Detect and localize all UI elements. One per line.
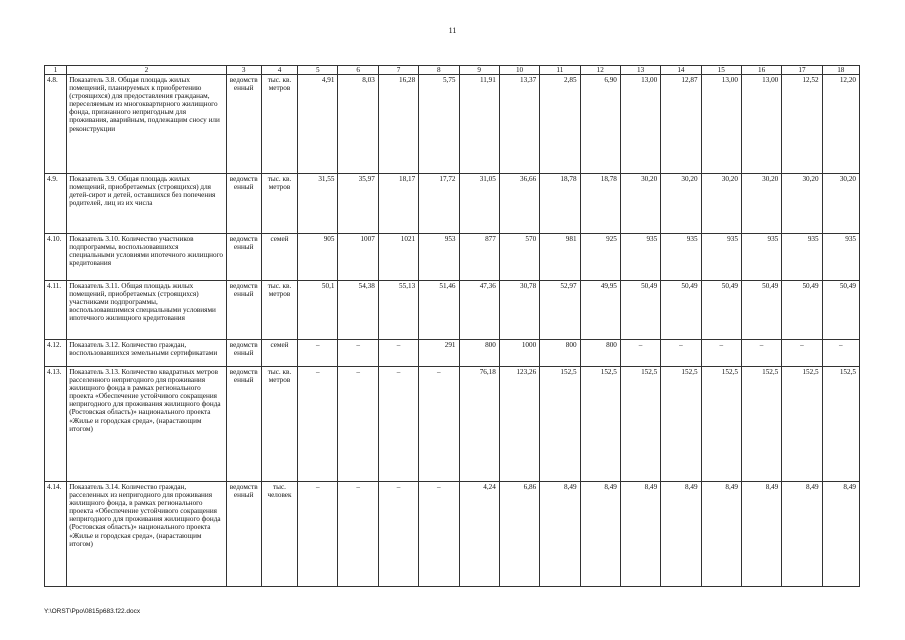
unit: семей	[261, 340, 297, 367]
column-number: 17	[782, 66, 822, 75]
value-cell: –	[661, 340, 701, 367]
value-cell: 925	[580, 234, 620, 281]
table-row	[45, 75, 860, 174]
value-cell: 4,24	[459, 482, 499, 587]
value-cell: 953	[419, 234, 459, 281]
indicator-type: ведомственный	[226, 281, 261, 340]
value-cell: 800	[580, 340, 620, 367]
file-path-footer: Y:\ORST\Ppo\0815p683.f22.docx	[44, 608, 141, 615]
column-number: 3	[226, 66, 261, 75]
column-number: 5	[298, 66, 338, 75]
value-cell: 905	[298, 234, 338, 281]
value-cell: 30,20	[661, 174, 701, 234]
row-number: 4.14.	[45, 482, 67, 587]
value-cell: 570	[499, 234, 539, 281]
indicator-name: Показатель 3.10. Количество участников подпрограммы, воспользовавшихся специальными условиями ипотечного жилищного кредитования	[67, 234, 226, 281]
value-cell: 50,49	[782, 281, 822, 340]
table-row	[45, 340, 860, 367]
value-cell: 30,78	[499, 281, 539, 340]
unit: семей	[261, 234, 297, 281]
value-cell: 30,20	[782, 174, 822, 234]
value-cell: –	[378, 367, 418, 482]
value-cell: –	[338, 482, 378, 587]
indicator-type: ведомственный	[226, 482, 261, 587]
column-number: 7	[378, 66, 418, 75]
value-cell: 2,85	[540, 75, 580, 174]
value-cell: 13,00	[701, 75, 741, 174]
value-cell: –	[822, 340, 859, 367]
value-cell: 4,91	[298, 75, 338, 174]
indicator-type: ведомственный	[226, 234, 261, 281]
table-row	[45, 482, 860, 587]
column-number: 13	[620, 66, 660, 75]
value-cell: 30,20	[620, 174, 660, 234]
column-number: 10	[499, 66, 539, 75]
value-cell: 16,28	[378, 75, 418, 174]
value-cell: 54,38	[338, 281, 378, 340]
value-cell: 1021	[378, 234, 418, 281]
value-cell: 30,20	[741, 174, 781, 234]
value-cell: 8,49	[661, 482, 701, 587]
value-cell: –	[419, 367, 459, 482]
unit: тыс. кв. метров	[261, 281, 297, 340]
value-cell: 12,52	[782, 75, 822, 174]
value-cell: 935	[620, 234, 660, 281]
value-cell: 13,37	[499, 75, 539, 174]
value-cell: 152,5	[661, 367, 701, 482]
value-cell: 49,95	[580, 281, 620, 340]
value-cell: 13,00	[741, 75, 781, 174]
value-cell: 76,18	[459, 367, 499, 482]
value-cell: –	[298, 340, 338, 367]
column-number: 16	[741, 66, 781, 75]
value-cell: 1000	[499, 340, 539, 367]
indicator-name: Показатель 3.11. Общая площадь жилых помещений, приобретаемых (строящихся) участниками подпрограммы, воспользовавшимися специальными условиями ипотечного жилищного кредитования	[67, 281, 226, 340]
value-cell: 12,20	[822, 75, 859, 174]
value-cell: 152,5	[701, 367, 741, 482]
value-cell: 51,46	[419, 281, 459, 340]
column-number: 11	[540, 66, 580, 75]
value-cell: 152,5	[782, 367, 822, 482]
value-cell: 152,5	[620, 367, 660, 482]
value-cell: –	[741, 340, 781, 367]
value-cell: 18,17	[378, 174, 418, 234]
value-cell: 11,91	[459, 75, 499, 174]
value-cell: 50,49	[701, 281, 741, 340]
value-cell: 981	[540, 234, 580, 281]
unit: тыс. кв. метров	[261, 367, 297, 482]
value-cell: 17,72	[419, 174, 459, 234]
value-cell: 8,49	[540, 482, 580, 587]
value-cell: –	[378, 340, 418, 367]
value-cell: 6,86	[499, 482, 539, 587]
value-cell: 5,75	[419, 75, 459, 174]
value-cell: 50,49	[741, 281, 781, 340]
value-cell: –	[620, 340, 660, 367]
table-row	[45, 234, 860, 281]
indicator-type: ведомственный	[226, 367, 261, 482]
value-cell: 50,49	[661, 281, 701, 340]
value-cell: 50,1	[298, 281, 338, 340]
row-number: 4.12.	[45, 340, 67, 367]
column-number: 15	[701, 66, 741, 75]
value-cell: 800	[459, 340, 499, 367]
column-number-row	[45, 66, 860, 75]
column-number: 18	[822, 66, 859, 75]
value-cell: –	[338, 340, 378, 367]
value-cell: 31,05	[459, 174, 499, 234]
value-cell: 18,78	[540, 174, 580, 234]
value-cell: 1007	[338, 234, 378, 281]
value-cell: 877	[459, 234, 499, 281]
value-cell: 935	[701, 234, 741, 281]
value-cell: 123,26	[499, 367, 539, 482]
value-cell: 12,87	[661, 75, 701, 174]
value-cell: 152,5	[822, 367, 859, 482]
value-cell: 8,49	[741, 482, 781, 587]
indicator-name: Показатель 3.9. Общая площадь жилых помещений, приобретаемых (строящихся) для детей-сирот и детей, оставшихся без попечения родителей, лиц из их числа	[67, 174, 226, 234]
value-cell: 152,5	[741, 367, 781, 482]
value-cell: 152,5	[580, 367, 620, 482]
indicators-table	[44, 65, 860, 587]
value-cell: 291	[419, 340, 459, 367]
value-cell: 8,49	[580, 482, 620, 587]
value-cell: 935	[741, 234, 781, 281]
value-cell: –	[782, 340, 822, 367]
value-cell: 50,49	[822, 281, 859, 340]
value-cell: 55,13	[378, 281, 418, 340]
column-number: 6	[338, 66, 378, 75]
value-cell: 13,00	[620, 75, 660, 174]
value-cell: 800	[540, 340, 580, 367]
value-cell: 31,55	[298, 174, 338, 234]
value-cell: –	[419, 482, 459, 587]
indicator-name: Показатель 3.8. Общая площадь жилых помещений, планируемых к приобретению (строящихся) для предоставления гражданам, переселяемым из многоквартирного жилищного фонда, признанного непригодным для проживания, аварийным, подлежащим сносу или реконструкции	[67, 75, 226, 174]
value-cell: 30,20	[822, 174, 859, 234]
value-cell: 8,49	[822, 482, 859, 587]
column-number: 14	[661, 66, 701, 75]
column-number: 4	[261, 66, 297, 75]
indicator-name: Показатель 3.14. Количество граждан, расселенных из непригодного для проживания жилищного фонда, в рамках регионального проекта «Обеспечение устойчивого сокращения непригодного для проживания жилищного фонда (Ростовская область)» национального проекта «Жилье и городская среда», (нарастающим итогом)	[67, 482, 226, 587]
value-cell: 8,49	[782, 482, 822, 587]
table-row	[45, 174, 860, 234]
value-cell: 18,78	[580, 174, 620, 234]
value-cell: –	[701, 340, 741, 367]
unit: тыс. кв. метров	[261, 75, 297, 174]
column-number: 2	[67, 66, 226, 75]
column-number: 8	[419, 66, 459, 75]
value-cell: 152,5	[540, 367, 580, 482]
row-number: 4.13.	[45, 367, 67, 482]
value-cell: 8,03	[338, 75, 378, 174]
column-number: 1	[45, 66, 67, 75]
value-cell: 36,66	[499, 174, 539, 234]
value-cell: –	[338, 367, 378, 482]
unit: тыс. человек	[261, 482, 297, 587]
value-cell: –	[298, 482, 338, 587]
row-number: 4.9.	[45, 174, 67, 234]
value-cell: 935	[822, 234, 859, 281]
value-cell: 6,90	[580, 75, 620, 174]
page-number: 11	[448, 26, 457, 35]
value-cell: –	[378, 482, 418, 587]
indicator-name: Показатель 3.12. Количество граждан, воспользовавшихся земельными сертификатами	[67, 340, 226, 367]
row-number: 4.10.	[45, 234, 67, 281]
value-cell: 8,49	[701, 482, 741, 587]
table-row	[45, 367, 860, 482]
table-row	[45, 281, 860, 340]
value-cell: 47,36	[459, 281, 499, 340]
indicator-name: Показатель 3.13. Количество квадратных метров расселенного непригодного для проживания жилищного фонда в рамках регионального проекта «Обеспечение устойчивого сокращения непригодного для проживания жилищного фонда (Ростовская область)» национального проекта «Жилье и городская среда», (нарастающим итогом)	[67, 367, 226, 482]
indicator-type: ведомственный	[226, 75, 261, 174]
value-cell: 35,97	[338, 174, 378, 234]
value-cell: 50,49	[620, 281, 660, 340]
row-number: 4.8.	[45, 75, 67, 174]
row-number: 4.11.	[45, 281, 67, 340]
column-number: 9	[459, 66, 499, 75]
indicator-type: ведомственный	[226, 174, 261, 234]
value-cell: –	[298, 367, 338, 482]
value-cell: 8,49	[620, 482, 660, 587]
value-cell: 935	[782, 234, 822, 281]
value-cell: 52,97	[540, 281, 580, 340]
value-cell: 30,20	[701, 174, 741, 234]
unit: тыс. кв. метров	[261, 174, 297, 234]
indicator-type: ведомственный	[226, 340, 261, 367]
value-cell: 935	[661, 234, 701, 281]
column-number: 12	[580, 66, 620, 75]
